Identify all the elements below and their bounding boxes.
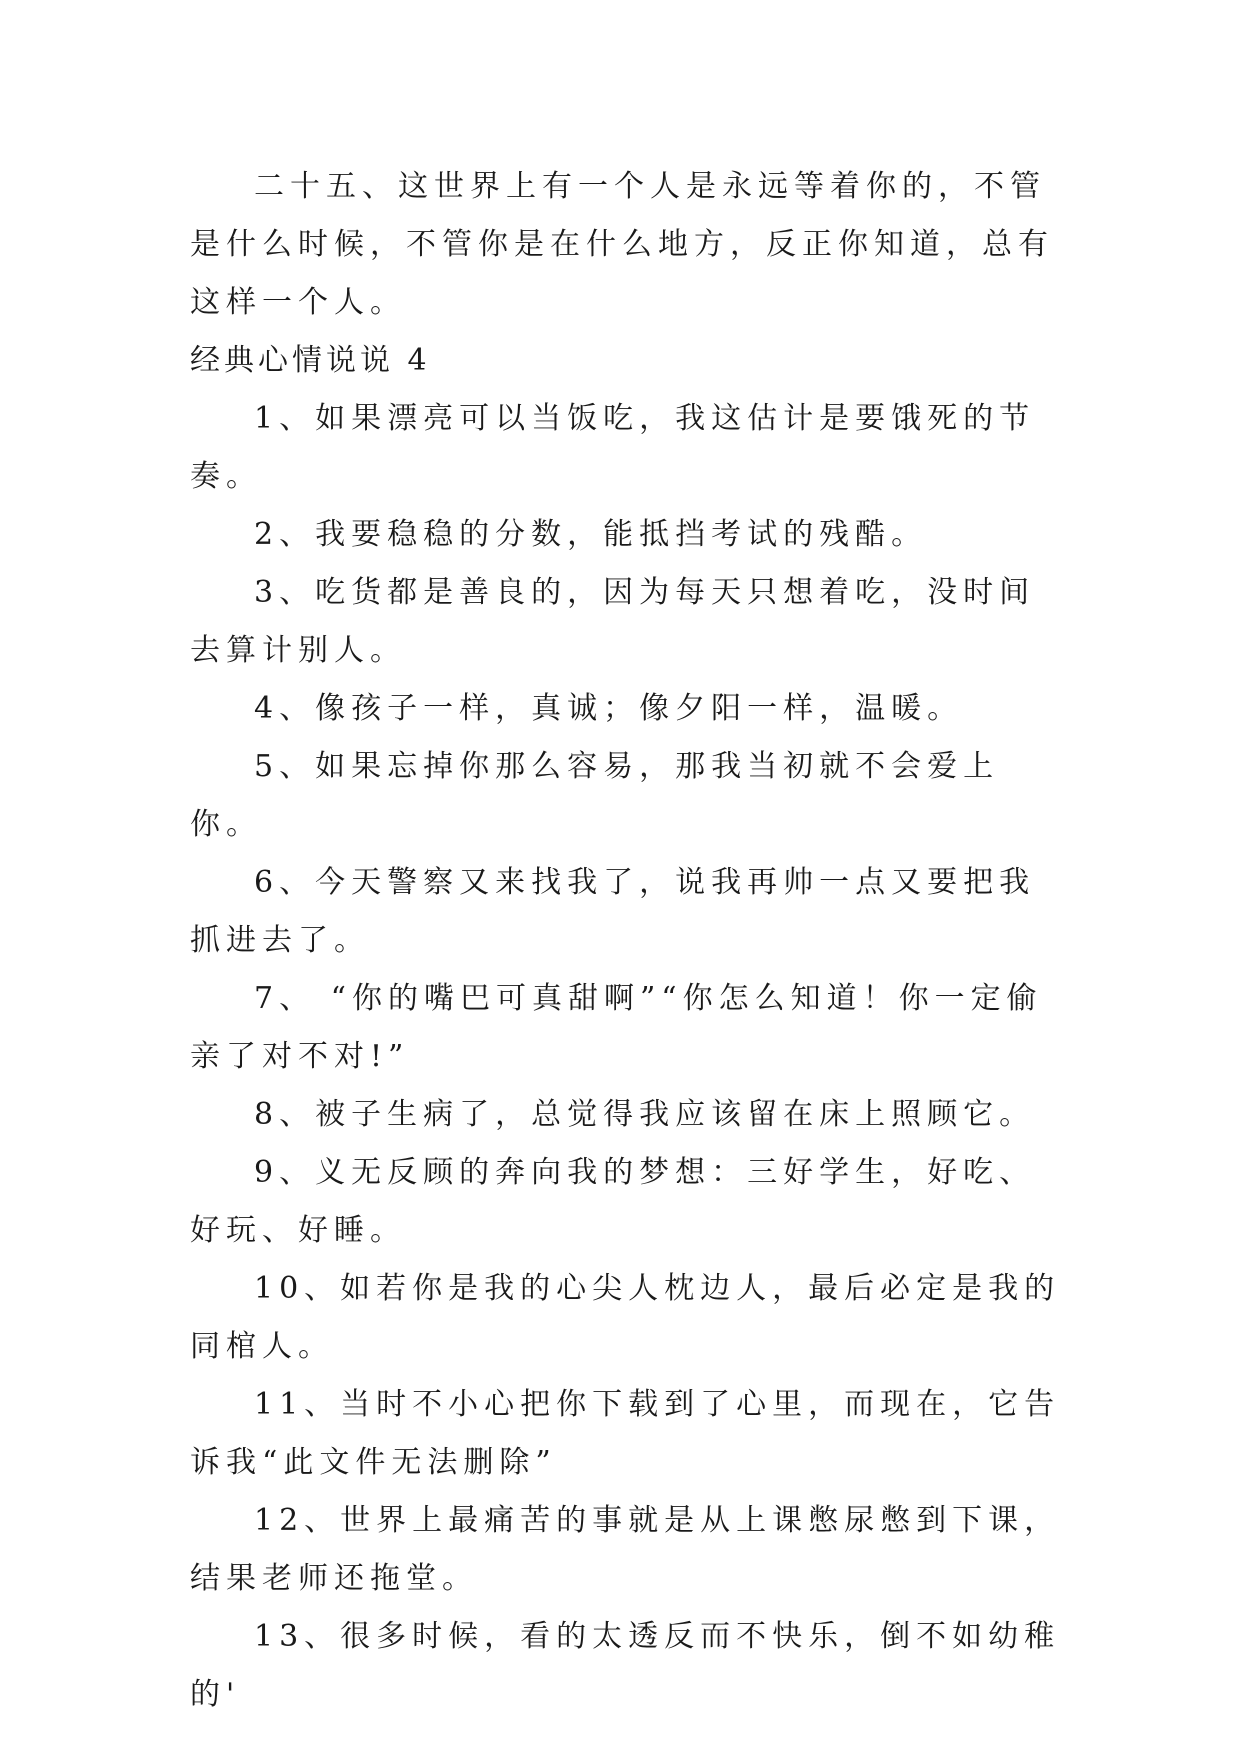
list-item: 6、今天警察又来找我了，说我再帅一点又要把我抓进去了。 [190, 865, 1036, 958]
list-item: 8、被子生病了，总觉得我应该留在床上照顾它。 [254, 1097, 1036, 1132]
list-item: 7、 “你的嘴巴可真甜啊”“你怎么知道！你一定偷亲了对不对!” [190, 981, 1043, 1074]
list-item: 9、义无反顾的奔向我的梦想：三好学生，好吃、好玩、好睡。 [190, 1155, 1036, 1248]
intro-paragraph: 二十五、这世界上有一个人是永远等着你的，不管是什么时候，不管你是在什么地方，反正你知道，总有这样一个人。 [190, 169, 1054, 320]
list-item: 13、很多时候，看的太透反而不快乐，倒不如幼稚的' [190, 1619, 1061, 1712]
list-item: 1、如果漂亮可以当饭吃，我这估计是要饿死的节奏。 [190, 401, 1036, 494]
list-item: 10、如若你是我的心尖人枕边人，最后必定是我的同棺人。 [190, 1271, 1061, 1364]
list-item: 3、吃货都是善良的，因为每天只想着吃，没时间去算计别人。 [190, 575, 1036, 668]
list-item: 2、我要稳稳的分数，能抵挡考试的残酷。 [254, 517, 928, 552]
document-body [190, 158, 1070, 1724]
list-item: 4、像孩子一样，真诚；像夕阳一样，温暖。 [254, 691, 964, 726]
list-item: 11、当时不小心把你下载到了心里，而现在，它告诉我“此文件无法删除” [190, 1387, 1061, 1480]
list-item: 12、世界上最痛苦的事就是从上课憋尿憋到下课，结果老师还拖堂。 [190, 1503, 1061, 1596]
section-heading: 经典心情说说 4 [190, 343, 431, 378]
list-item: 5、如果忘掉你那么容易，那我当初就不会爱上你。 [190, 749, 1000, 842]
